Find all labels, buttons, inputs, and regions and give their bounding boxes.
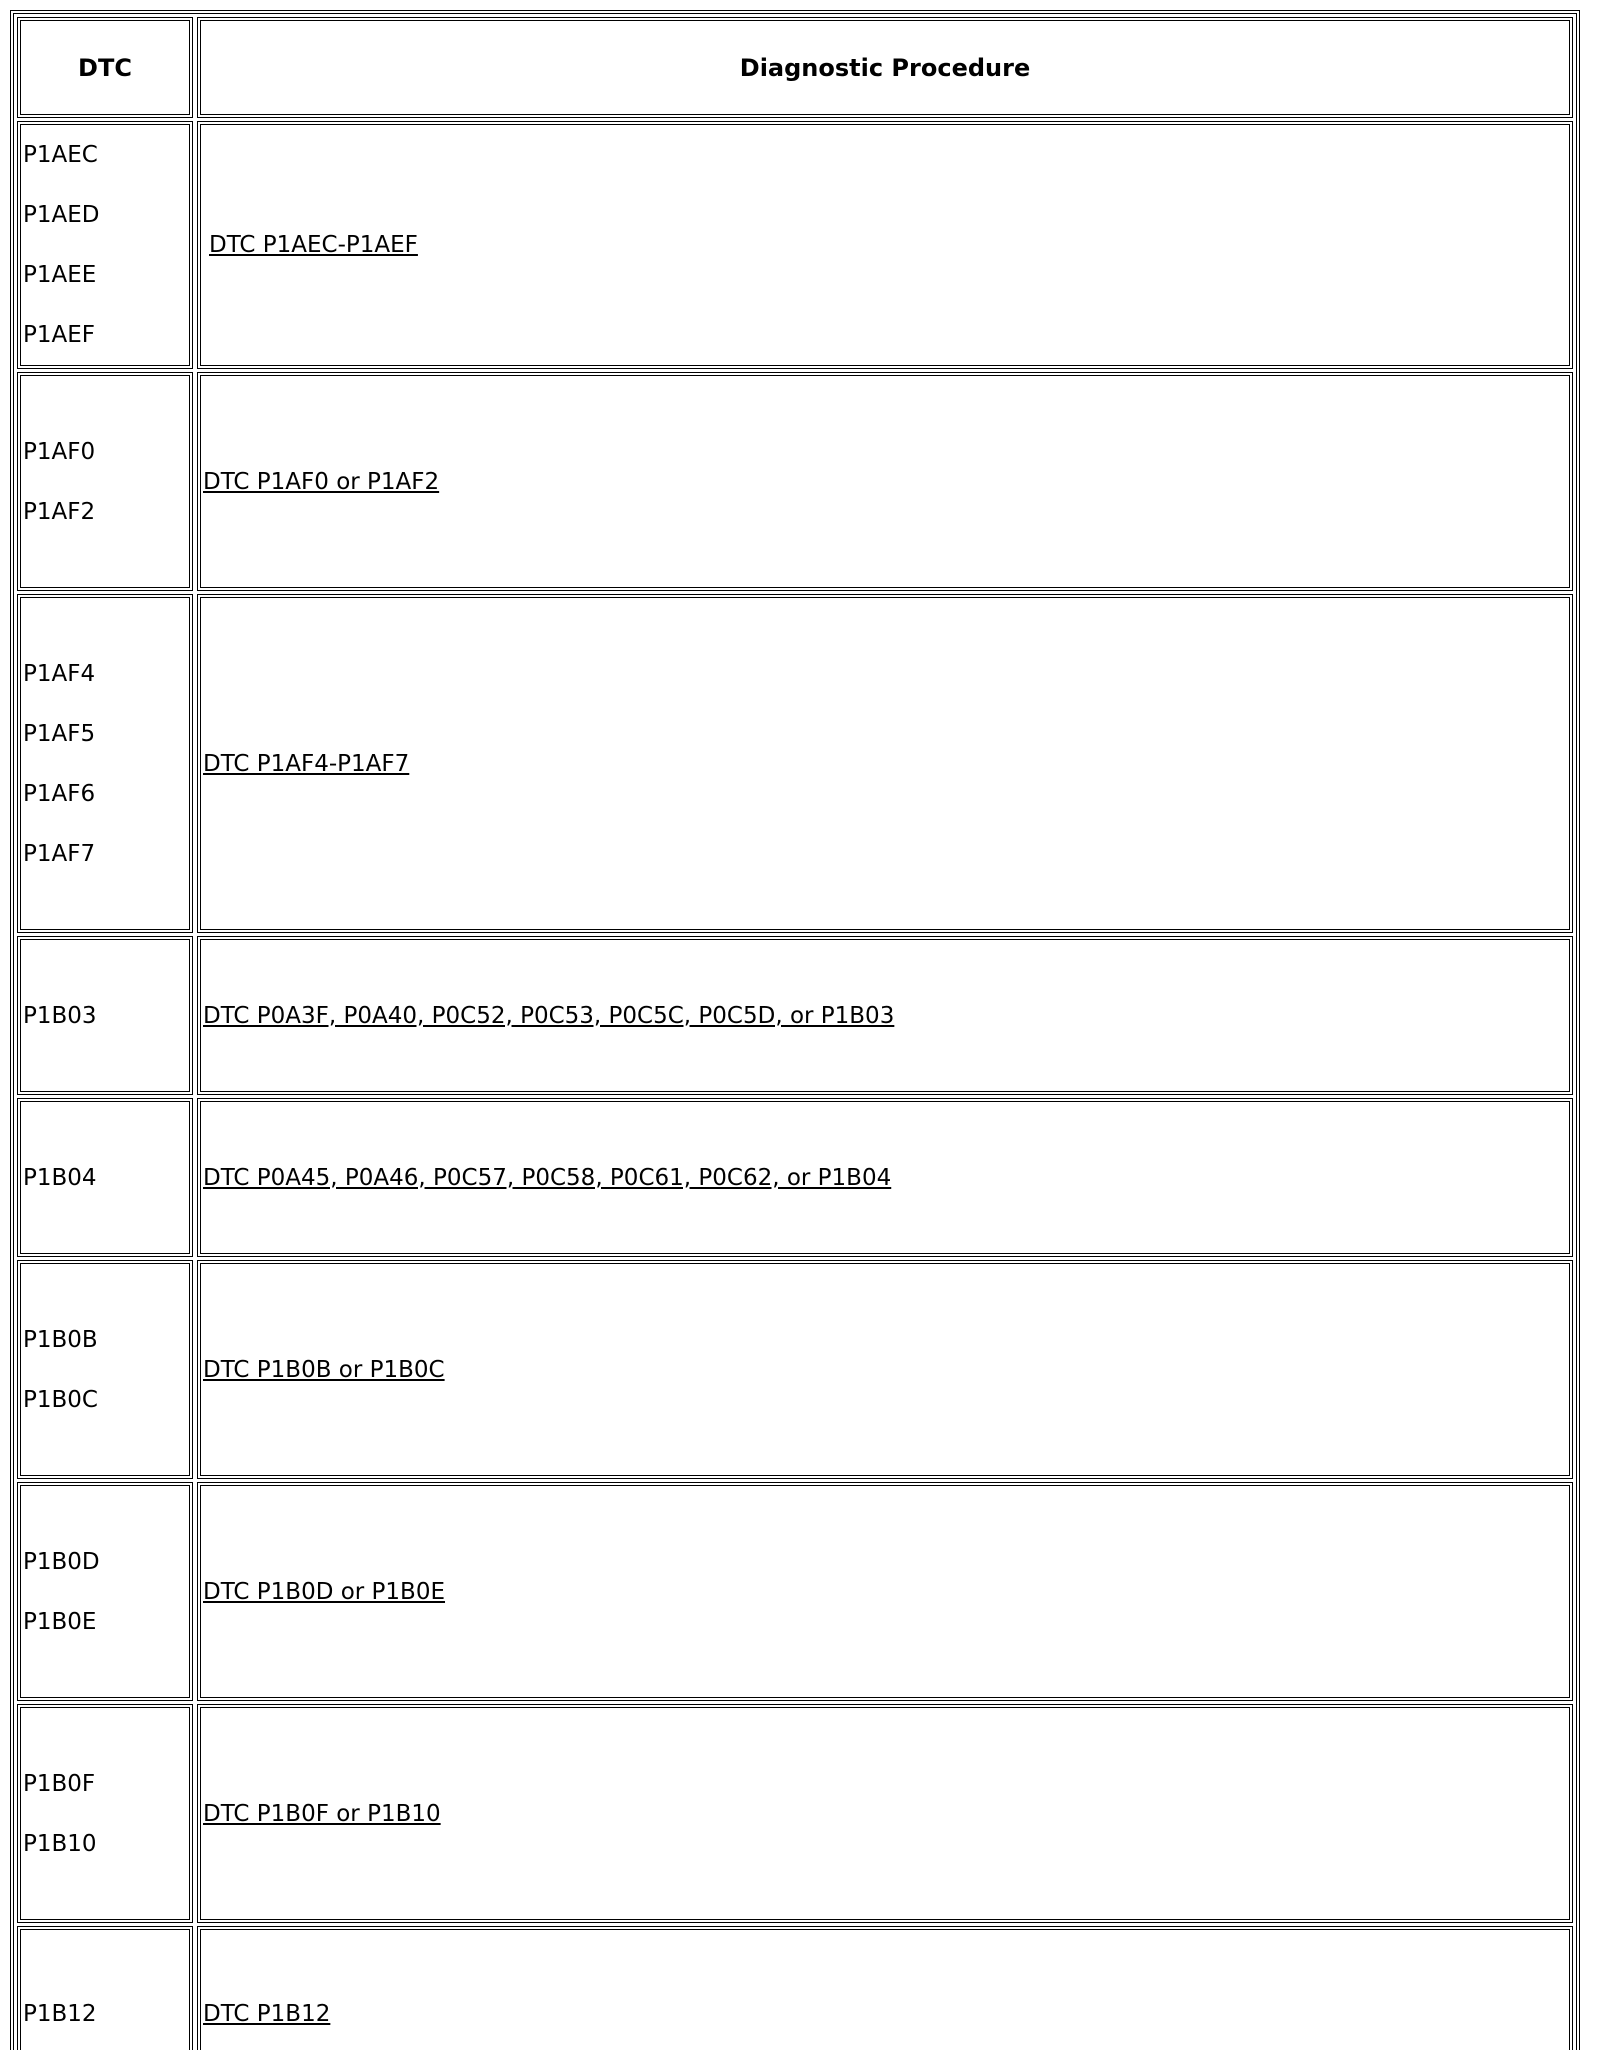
procedure-link[interactable]: DTC P1B0D or P1B0E: [203, 1578, 446, 1605]
procedure-link[interactable]: DTC P1AF4-P1AF7: [203, 750, 410, 777]
dtc-cell: [17, 372, 193, 591]
dtc-code: P1AED: [23, 202, 100, 228]
dtc-code: P1B0C: [23, 1386, 98, 1413]
dtc-code: P1B12: [23, 2001, 97, 2027]
procedure-cell: [197, 594, 1573, 933]
dtc-code: P1AEF: [23, 322, 95, 348]
procedure-link[interactable]: DTC P1AF0 or P1AF2: [203, 468, 440, 495]
dtc-cell: [17, 594, 193, 933]
procedure-cell: [197, 372, 1573, 591]
dtc-code: P1B0D: [23, 1548, 100, 1575]
procedure-cell: [197, 1482, 1573, 1701]
procedure-link[interactable]: DTC P1B0B or P1B0C: [203, 1356, 445, 1383]
table-row: [14, 1701, 1576, 1923]
table-row: [14, 369, 1576, 591]
dtc-table: [10, 10, 1580, 2050]
dtc-cell: [17, 1260, 193, 1479]
column-header-dtc: DTC: [17, 17, 193, 118]
dtc-cell: [17, 1926, 193, 2050]
procedure-link[interactable]: DTC P0A3F, P0A40, P0C52, P0C53, P0C5C, P0C5D, or P1B03: [203, 1002, 895, 1029]
dtc-code: P1AF4: [23, 660, 96, 687]
dtc-code: P1AF6: [23, 780, 96, 807]
dtc-code: P1AF7: [23, 840, 96, 867]
dtc-cell: [17, 1704, 193, 1923]
dtc-code: P1B04: [23, 1164, 97, 1191]
column-header-procedure: Diagnostic Procedure: [197, 17, 1573, 118]
dtc-code: P1AF2: [23, 498, 96, 525]
procedure-cell: [197, 936, 1573, 1095]
dtc-code: P1B0F: [23, 1770, 96, 1797]
dtc-cell: [17, 936, 193, 1095]
table-row: [14, 1095, 1576, 1257]
procedure-link[interactable]: DTC P1B12: [203, 2001, 331, 2027]
procedure-cell: [197, 1926, 1573, 2050]
dtc-code: P1B0B: [23, 1326, 98, 1353]
table-row: [14, 933, 1576, 1095]
table-row: [14, 1479, 1576, 1701]
dtc-code: P1AF5: [23, 720, 96, 747]
dtc-code: P1B03: [23, 1002, 97, 1029]
table-row: [14, 1923, 1576, 2050]
dtc-cell: [17, 1482, 193, 1701]
dtc-code: P1B10: [23, 1830, 97, 1857]
procedure-link[interactable]: DTC P1B0F or P1B10: [203, 1800, 441, 1827]
procedure-cell: [197, 1704, 1573, 1923]
table-row: [14, 1257, 1576, 1479]
table-header-row: [14, 14, 1576, 118]
procedure-cell: [197, 1098, 1573, 1257]
procedure-cell: [197, 121, 1573, 369]
dtc-cell: [17, 1098, 193, 1257]
table-row: [14, 118, 1576, 369]
dtc-code: P1B0E: [23, 1608, 97, 1635]
dtc-cell: [17, 121, 193, 369]
table-row: [14, 591, 1576, 933]
dtc-code: P1AF0: [23, 438, 96, 465]
dtc-code: P1AEE: [23, 262, 97, 288]
procedure-link[interactable]: DTC P1AEC-P1AEF: [209, 232, 418, 258]
dtc-code: P1AEC: [23, 142, 98, 168]
procedure-cell: [197, 1260, 1573, 1479]
procedure-link[interactable]: DTC P0A45, P0A46, P0C57, P0C58, P0C61, P0C62, or P1B04: [203, 1164, 892, 1191]
